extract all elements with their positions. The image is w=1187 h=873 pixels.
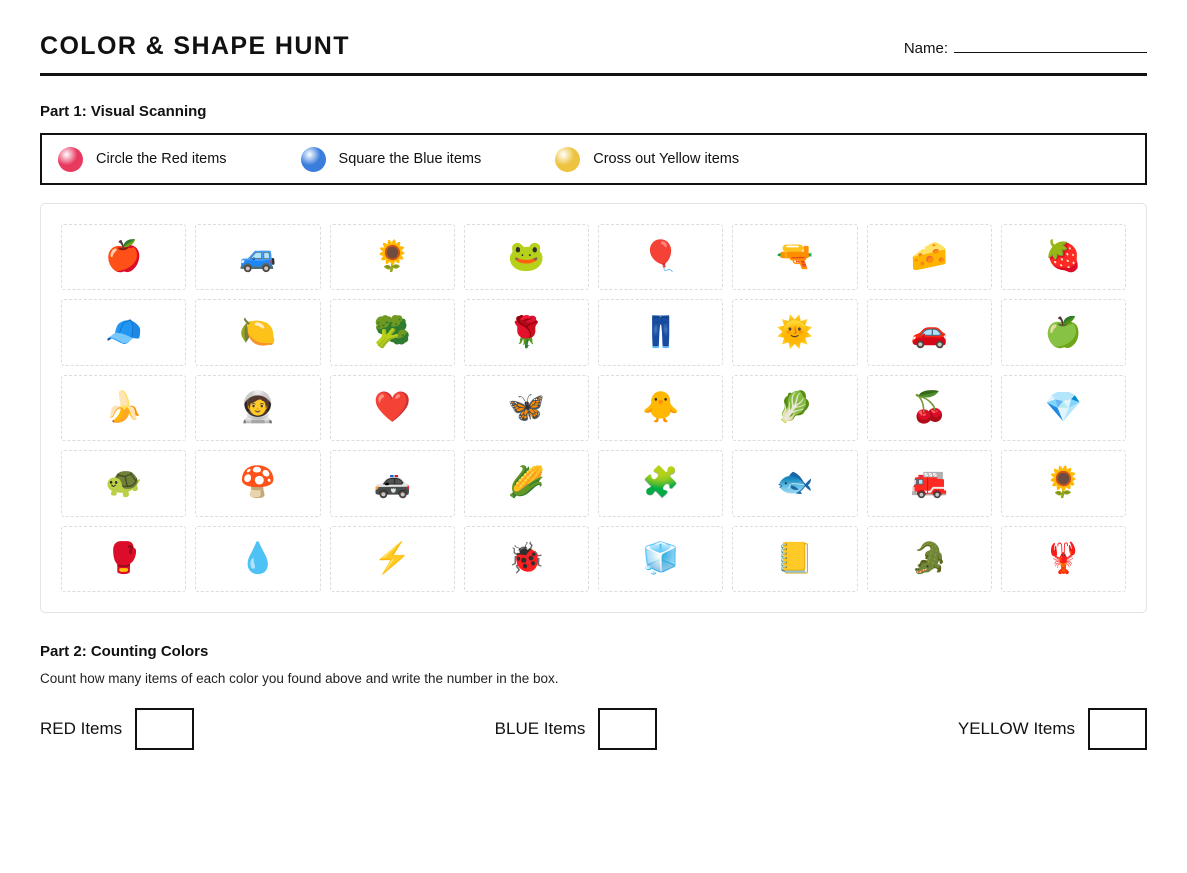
legend-item-red [58, 147, 227, 172]
broccoli-green-icon: 🥦 [373, 315, 411, 349]
blue-circle-icon [301, 147, 326, 172]
grid-cell-ice-cube[interactable] [598, 526, 723, 592]
grid-cell-apple[interactable] [61, 224, 186, 290]
crocodile-icon: 🐊 [910, 541, 948, 575]
cherries-icon: 🍒 [910, 390, 948, 424]
counter-box-red[interactable] [135, 708, 194, 750]
counter-red [40, 708, 194, 750]
part2-instruction: Count how many items of each color you found above and write the number in the box. [40, 671, 559, 686]
police-car-icon: 🚓 [373, 466, 411, 500]
grid-cell-broccoli[interactable] [732, 375, 857, 441]
part2-title: Part 2: Counting Colors [40, 643, 209, 660]
grid-cell-heart[interactable] [330, 375, 455, 441]
grid-cell-astronaut-helmet[interactable] [195, 375, 320, 441]
counter-blue [495, 708, 658, 750]
name-field[interactable] [904, 40, 1147, 59]
grid-cell-jeans[interactable] [598, 299, 723, 365]
grid-cell-boxing-glove[interactable] [61, 526, 186, 592]
balloon-icon: 🎈 [641, 240, 680, 274]
red-circle-icon [58, 147, 83, 172]
corn-icon: 🌽 [507, 466, 546, 500]
strawberry-icon: 🍓 [1044, 240, 1083, 274]
counter-box-blue[interactable] [598, 708, 657, 750]
grid-cell-cheese[interactable] [867, 224, 992, 290]
counter-label-yellow: YELLOW Items [957, 719, 1075, 738]
banana-icon: 🍌 [104, 390, 143, 424]
butterfly-icon: 🦋 [507, 390, 546, 424]
grid-cell-banana[interactable] [61, 375, 186, 441]
water-pistol-icon: 🔫 [776, 240, 814, 274]
counter-label-blue: BLUE Items [494, 719, 586, 738]
grid-cell-water-pistol[interactable] [732, 224, 857, 290]
droplet-icon: 💧 [239, 541, 277, 575]
icon-grid [61, 224, 1126, 592]
fish-icon: 🐟 [776, 466, 814, 500]
puzzle-piece-icon: 🧩 [641, 466, 680, 500]
grid-cell-fire-engine[interactable] [867, 450, 992, 516]
boxing-glove-icon: 🥊 [104, 541, 143, 575]
grid-cell-police-car[interactable] [330, 450, 455, 516]
apple-icon: 🍎 [104, 240, 143, 274]
grid-cell-sunflower[interactable] [330, 224, 455, 290]
sunflower-icon: 🌻 [373, 240, 411, 274]
chick-icon: 🐥 [641, 390, 680, 424]
yellow-notebook-icon: 📒 [776, 541, 814, 575]
gem-icon: 💎 [1044, 390, 1083, 424]
rose-icon: 🌹 [507, 315, 546, 349]
lightning-bolt-icon: ⚡ [373, 541, 411, 575]
grid-cell-frog[interactable] [464, 224, 589, 290]
grid-cell-red-car[interactable] [867, 299, 992, 365]
legend-label-red: Circle the Red items [96, 151, 227, 167]
fire-engine-icon: 🚒 [910, 466, 948, 500]
mushroom-icon: 🍄 [239, 466, 277, 500]
grid-cell-corn[interactable] [464, 450, 589, 516]
lady-beetle-icon: 🐞 [507, 541, 546, 575]
part1-title: Part 1: Visual Scanning [40, 103, 207, 120]
counter-box-yellow[interactable] [1088, 708, 1147, 750]
grid-cell-rose[interactable] [464, 299, 589, 365]
grid-cell-cherries[interactable] [867, 375, 992, 441]
grid-cell-lady-beetle[interactable] [464, 526, 589, 592]
scanning-grid-panel [40, 203, 1147, 613]
sun-icon: 🌞 [776, 315, 814, 349]
grid-cell-blue-car[interactable] [195, 224, 320, 290]
grid-cell-turtle[interactable] [61, 450, 186, 516]
grid-cell-gem[interactable] [1001, 375, 1126, 441]
grid-cell-fish[interactable] [732, 450, 857, 516]
counting-row [40, 708, 1147, 750]
lemon-icon: 🍋 [239, 315, 277, 349]
yellow-circle-icon [555, 147, 580, 172]
turtle-icon: 🐢 [104, 466, 143, 500]
red-car-icon: 🚗 [910, 315, 948, 349]
page-title: COLOR & SHAPE HUNT [40, 32, 350, 60]
counter-yellow [958, 708, 1147, 750]
blue-cap-icon: 🧢 [104, 315, 143, 349]
blue-car-icon: 🚙 [239, 240, 277, 274]
legend-item-blue [301, 147, 482, 172]
worksheet-header [40, 34, 1147, 76]
ice-cube-icon: 🧊 [641, 541, 680, 575]
green-apple-icon: 🍏 [1044, 315, 1083, 349]
name-write-line[interactable] [954, 52, 1147, 53]
grid-cell-yellow-notebook[interactable] [732, 526, 857, 592]
grid-cell-balloon[interactable] [598, 224, 723, 290]
grid-cell-lightning-bolt[interactable] [330, 526, 455, 592]
legend-label-blue: Square the Blue items [338, 151, 482, 167]
grid-cell-puzzle-piece[interactable] [598, 450, 723, 516]
grid-cell-strawberry[interactable] [1001, 224, 1126, 290]
grid-cell-broccoli-green[interactable] [330, 299, 455, 365]
grid-cell-chick[interactable] [598, 375, 723, 441]
grid-cell-droplet[interactable] [195, 526, 320, 592]
legend-bar [40, 133, 1147, 185]
name-label: Name: [903, 40, 948, 57]
legend-item-yellow [555, 147, 739, 172]
grid-cell-sun[interactable] [732, 299, 857, 365]
frog-icon: 🐸 [507, 240, 546, 274]
grid-cell-lemon[interactable] [195, 299, 320, 365]
astronaut-helmet-icon: 🧑‍🚀 [239, 390, 277, 424]
sunflower-2-icon: 🌻 [1044, 466, 1083, 500]
grid-cell-crocodile[interactable] [867, 526, 992, 592]
counter-label-red: RED Items [40, 719, 123, 738]
grid-cell-mushroom[interactable] [195, 450, 320, 516]
grid-cell-butterfly[interactable] [464, 375, 589, 441]
broccoli-icon: 🥬 [776, 390, 814, 424]
grid-cell-green-apple[interactable] [1001, 299, 1126, 365]
grid-cell-blue-cap[interactable] [61, 299, 186, 365]
jeans-icon: 👖 [641, 315, 680, 349]
lobster-icon: 🦞 [1044, 541, 1083, 575]
grid-cell-lobster[interactable] [1001, 526, 1126, 592]
legend-label-yellow: Cross out Yellow items [593, 151, 740, 167]
heart-icon: ❤️ [373, 390, 411, 424]
cheese-icon: 🧀 [910, 240, 948, 274]
grid-cell-sunflower-2[interactable] [1001, 450, 1126, 516]
